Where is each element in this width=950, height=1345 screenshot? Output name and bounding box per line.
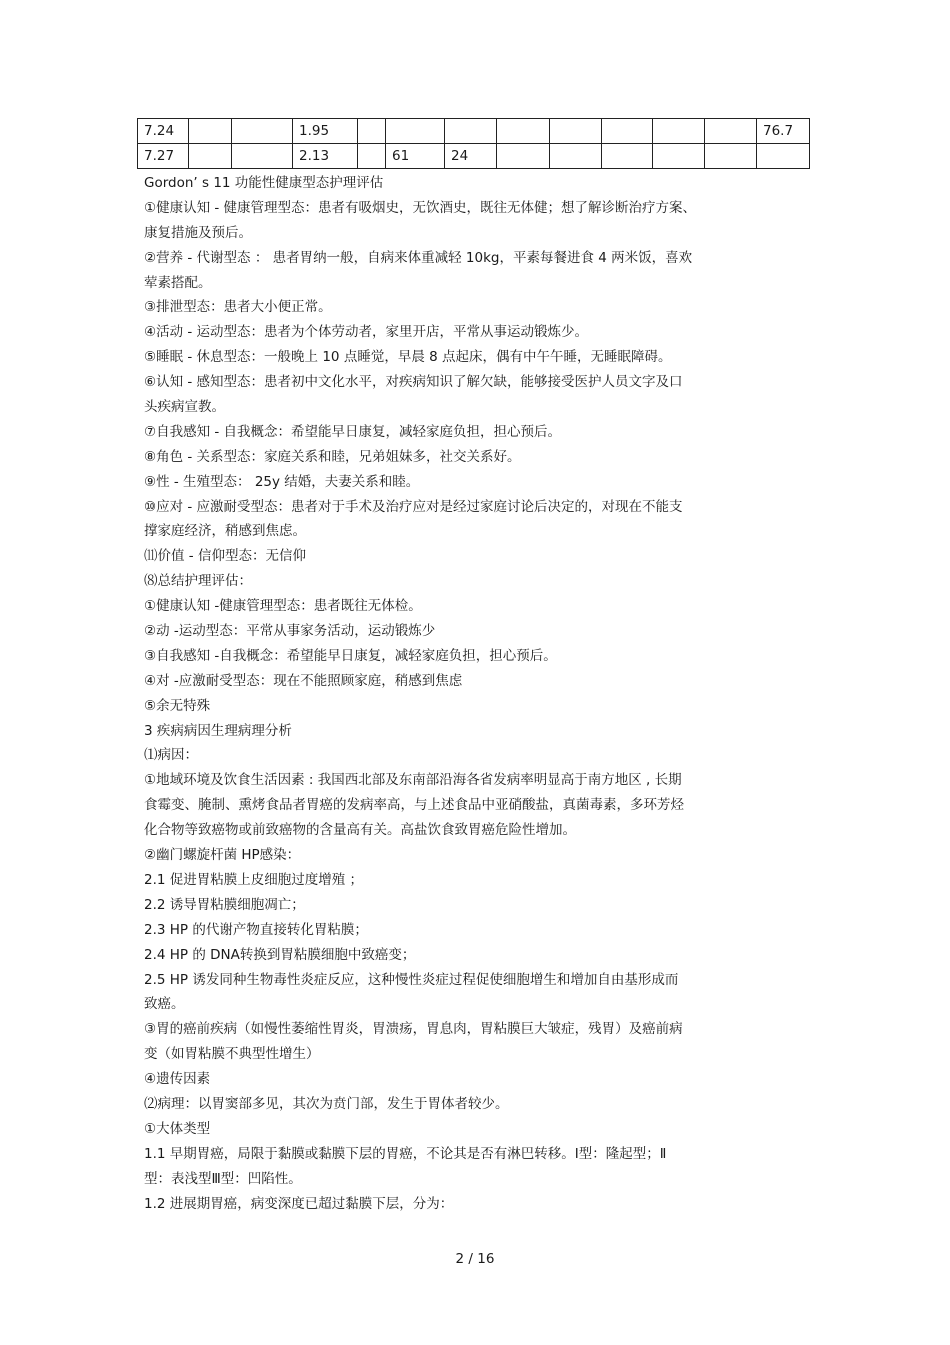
text-line: ④遗传因素 — [144, 1071, 211, 1088]
table-cell — [653, 144, 705, 169]
text-line: ④活动 - 运动型态：患者为个体劳动者，家里开店，平常从事运动锻炼少。 — [144, 324, 589, 341]
table-cell — [550, 119, 602, 144]
text-line: ⑤睡眠 - 休息型态：一般晚上 10 点睡觉，早晨 8 点起床，偶有中午午睡，无睡眠障碍。 — [144, 349, 672, 366]
table-cell: 2.13 — [293, 144, 358, 169]
table-cell — [358, 119, 386, 144]
table-cell — [705, 119, 757, 144]
document-body — [144, 171, 824, 1216]
text-line: 化合物等致癌物或前致癌物的含量高有关。高盐饮食致胃癌危险性增加。 — [144, 822, 576, 839]
text-line: 致癌。 — [144, 996, 185, 1013]
text-line: ③自我感知 -自我概念：希望能早日康复，减轻家庭负担，担心预后。 — [144, 647, 557, 664]
text-line: ⑦自我感知 - 自我概念：希望能早日康复，减轻家庭负担，担心预后。 — [144, 423, 562, 440]
text-line: ①健康认知 -健康管理型态：患者既往无体检。 — [144, 598, 422, 615]
text-line: 变（如胃粘膜不典型性增生） — [144, 1046, 320, 1063]
page-number: 2 / 16 — [455, 1251, 495, 1267]
table-cell — [705, 144, 757, 169]
text-line: 2.3 HP 的代谢产物直接转化胃粘膜； — [144, 921, 368, 938]
text-line: ②动 -运动型态：平常从事家务活动，运动锻炼少 — [144, 623, 436, 640]
text-line: ⑨性 - 生殖型态： 25y 结婚，夫妻关系和睦。 — [144, 473, 420, 490]
table-cell — [358, 144, 386, 169]
text-line: 型：表浅型Ⅲ型：凹陷性。 — [144, 1170, 302, 1187]
text-line: 头疾病宣教。 — [144, 399, 225, 416]
text-line: Gordon’ s 11 功能性健康型态护理评估 — [144, 175, 384, 191]
table-cell — [550, 144, 602, 169]
text-line: ⑻总结护理评估： — [144, 573, 252, 590]
table-cell — [602, 144, 653, 169]
text-line: ⑥认知 - 感知型态：患者初中文化水平，对疾病知识了解欠缺，能够接受医护人员文字及口 — [144, 374, 683, 391]
table-cell — [189, 144, 232, 169]
table-cell: 24 — [445, 144, 497, 169]
table-cell — [757, 144, 810, 169]
text-line: 2.5 HP 诱发同种生物毒性炎症反应，这种慢性炎症过程促使细胞增生和增加自由基形成而 — [144, 971, 679, 988]
text-line: ③排泄型态：患者大小便正常。 — [144, 299, 332, 316]
table-cell: 7.27 — [138, 144, 189, 169]
text-line: ⑵病理：以胃窦部多见，其次为贲门部，发生于胃体者较少。 — [144, 1095, 509, 1112]
text-line: ①大体类型 — [144, 1120, 211, 1137]
table-row — [138, 144, 810, 169]
text-line: 康复措施及预后。 — [144, 224, 252, 241]
table-cell: 61 — [386, 144, 445, 169]
text-line: 1.2 进展期胃癌，病变深度已超过黏膜下层，分为： — [144, 1195, 454, 1212]
text-line: ⑴病因： — [144, 747, 198, 764]
table-cell — [445, 119, 497, 144]
text-line: ⑧角色 - 关系型态：家庭关系和睦，兄弟姐妹多，社交关系好。 — [144, 448, 521, 465]
text-line: ⑩应对 - 应激耐受型态：患者对于手术及治疗应对是经过家庭讨论后决定的，对现在不能支 — [144, 498, 683, 515]
text-line: ①健康认知 - 健康管理型态：患者有吸烟史，无饮酒史，既往无体健；想了解诊断治疗方案、 — [144, 199, 697, 216]
text-line: 撑家庭经济，稍感到焦虑。 — [144, 523, 306, 540]
text-line: 1.1 早期胃癌，局限于黏膜或黏膜下层的胃癌，不论其是否有淋巴转移。Ⅰ型：隆起型；Ⅱ — [144, 1145, 667, 1162]
text-line: 2.1 促进胃粘膜上皮细胞过度增殖 ； — [144, 871, 364, 888]
text-line: ②营养 - 代谢型态 ： 患者胃纳一般，自病来体重减轻 10kg，平素每餐进食 4 两米饭，喜欢 — [144, 249, 693, 266]
table-cell: 1.95 — [293, 119, 358, 144]
table-cell — [653, 119, 705, 144]
text-line: ③胃的癌前疾病（如慢性萎缩性胃炎，胃溃疡，胃息肉，胃粘膜巨大皱症，残胃）及癌前病 — [144, 1021, 683, 1038]
text-line: 2.4 HP 的 DNA转换到胃粘膜细胞中致癌变； — [144, 946, 416, 963]
text-line: 食霉变、腌制、熏烤食品者胃癌的发病率高，与上述食品中亚硝酸盐，真菌毒素，多环芳烃 — [144, 797, 684, 814]
table-cell — [232, 144, 293, 169]
table-cell — [386, 119, 445, 144]
text-line: ②幽门螺旋杆菌 HP感染： — [144, 847, 301, 864]
table-row — [138, 119, 810, 144]
table-cell: 76.7 — [757, 119, 810, 144]
table-cell: 7.24 — [138, 119, 189, 144]
table-cell — [497, 144, 550, 169]
table-cell — [602, 119, 653, 144]
text-line: ①地域环境及饮食生活因素 : 我国西北部及东南部沿海各省发病率明显高于南方地区 , 长期 — [144, 772, 682, 789]
table-cell — [232, 119, 293, 144]
text-line: 2.2 诱导胃粘膜细胞凋亡； — [144, 896, 305, 913]
table-cell — [189, 119, 232, 144]
vitals-table — [137, 118, 810, 169]
text-line: 3 疾病病因生理病理分析 — [144, 722, 292, 739]
table-cell — [497, 119, 550, 144]
text-line: ⑾价值 - 信仰型态：无信仰 — [144, 548, 306, 565]
text-line: 荤素搭配。 — [144, 274, 212, 291]
text-line: ⑤余无特殊 — [144, 697, 211, 714]
text-line: ④对 -应激耐受型态：现在不能照顾家庭，稍感到焦虑 — [144, 672, 463, 689]
